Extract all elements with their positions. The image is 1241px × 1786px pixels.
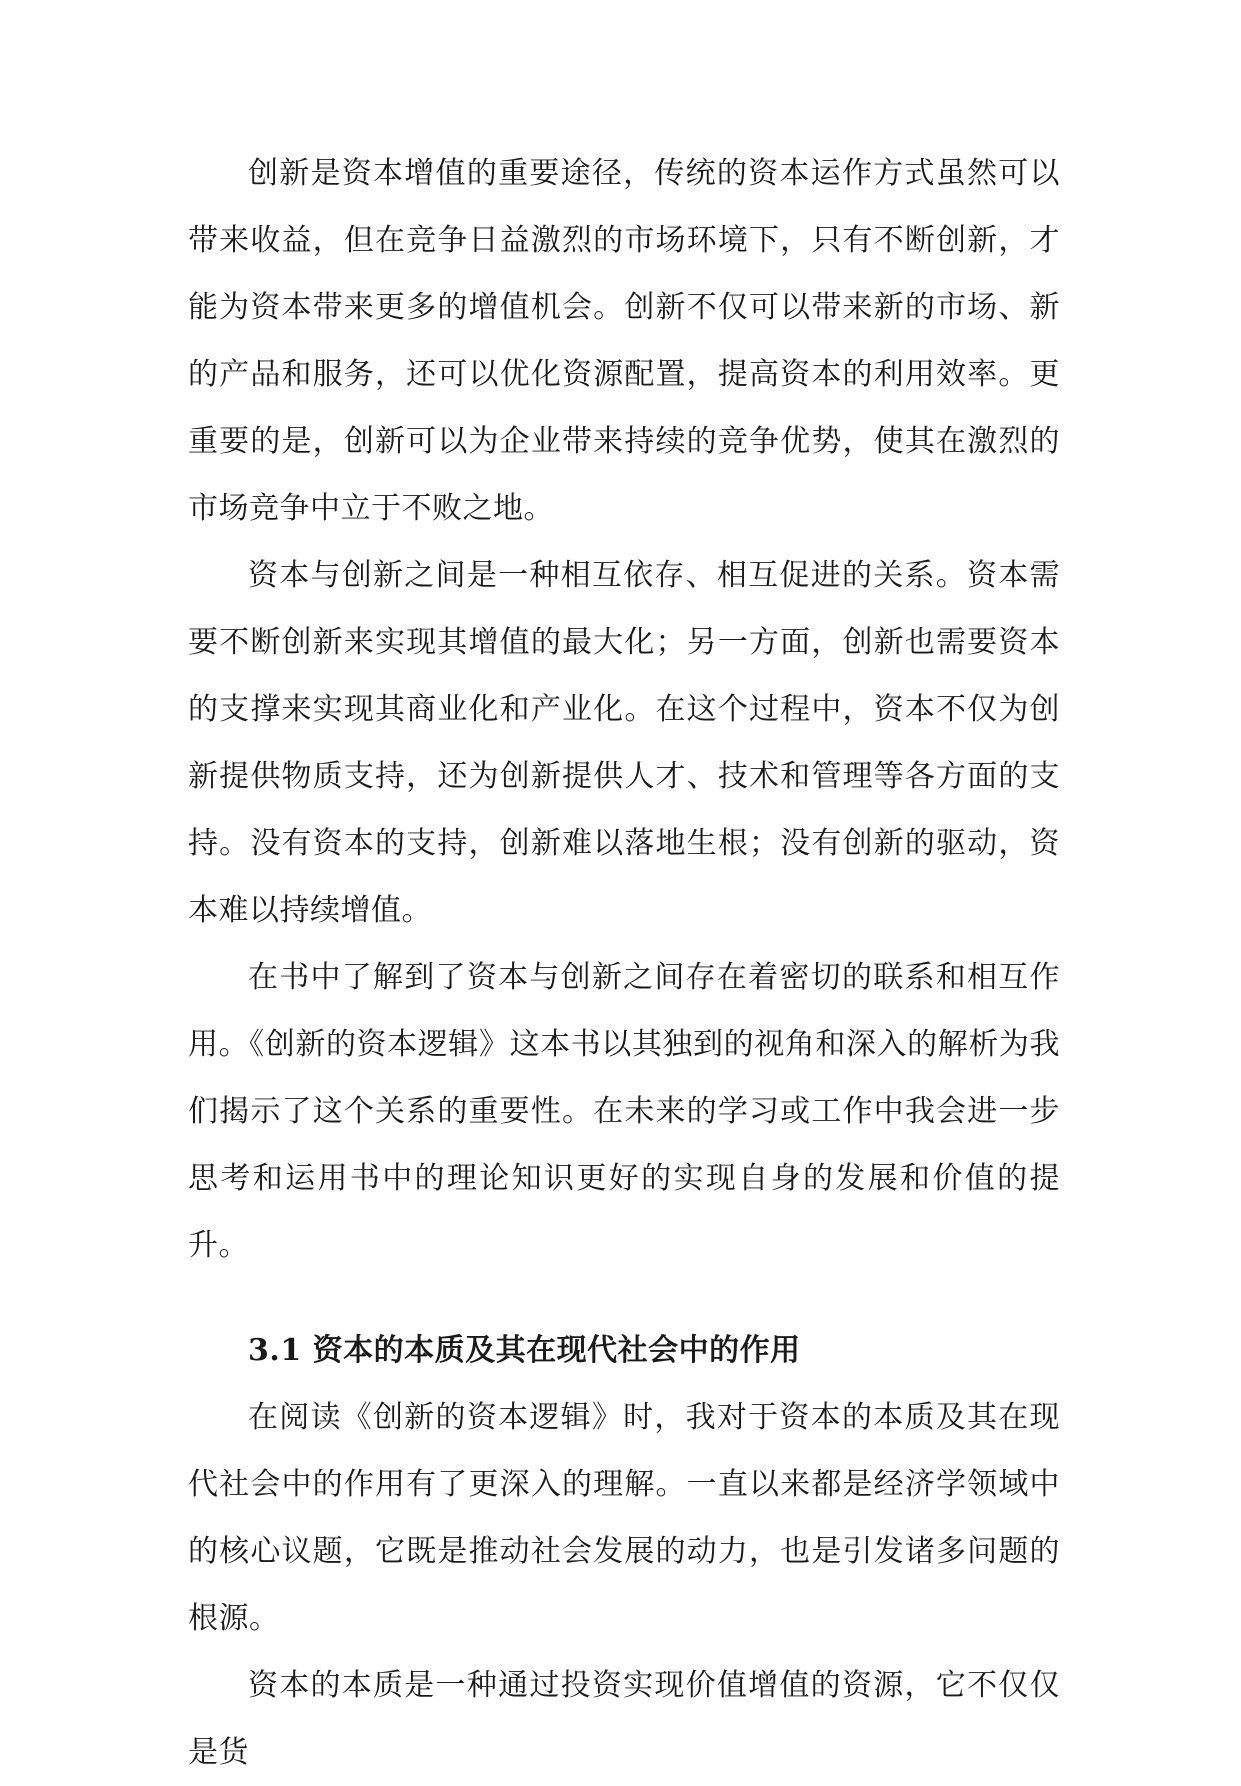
paragraph-book-reflection: 在书中了解到了资本与创新之间存在着密切的联系和相互作用。《创新的资本逻辑》这本书以其独到的视角和深入的解析为我们揭示了这个关系的重要性。在未来的学习或工作中我会进一步思考和运用书中的理论知识更好的实现自身的发展和价值的提升。 <box>188 960 1060 1263</box>
document-body <box>188 140 1060 1786</box>
paragraph-innovation-value: 创新是资本增值的重要途径，传统的资本运作方式虽然可以带来收益，但在竞争日益激烈的市场环境下，只有不断创新，才能为资本带来更多的增值机会。创新不仅可以带来新的市场、新的产品和服务，还可以优化资源配置，提高资本的利用效率。更重要的是，创新可以为企业带来持续的竞争优势，使其在激烈的市场竞争中立于不败之地。 <box>188 156 1060 526</box>
paragraph-capital-innovation-relation: 资本与创新之间是一种相互依存、相互促进的关系。资本需要不断创新来实现其增值的最大化；另一方面，创新也需要资本的支撑来实现其商业化和产业化。在这个过程中，资本不仅为创新提供物质支持，还为创新提供人才、技术和管理等各方面的支持。没有资本的支持，创新难以落地生根；没有创新的驱动，资本难以持续增值。 <box>188 558 1060 928</box>
section-title: 资本的本质及其在现代社会中的作用 <box>312 1333 801 1368</box>
section-heading <box>188 1317 1060 1384</box>
paragraph-reading-understanding: 在阅读《创新的资本逻辑》时，我对于资本的本质及其在现代社会中的作用有了更深入的理解。一直以来都是经济学领域中的核心议题，它既是推动社会发展的动力，也是引发诸多问题的根源。 <box>188 1400 1060 1636</box>
section-number: 3.1 <box>248 1333 302 1368</box>
paragraph-capital-essence: 资本的本质是一种通过投资实现价值增值的资源，它不仅仅是货 <box>188 1668 1060 1770</box>
